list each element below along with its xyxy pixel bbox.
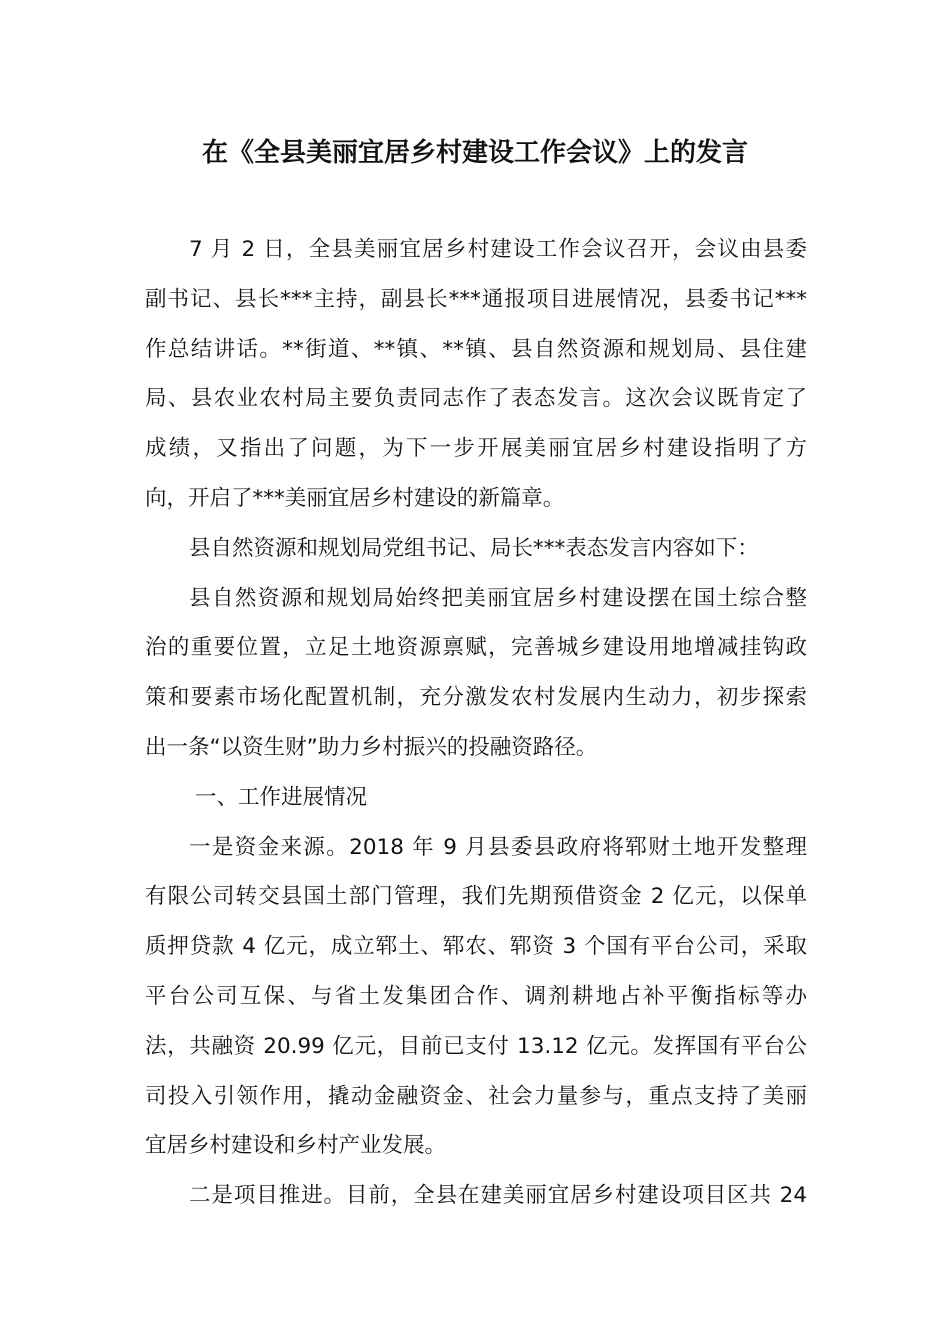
- text-line: 一是资金来源。2018 年 9 月县委县政府将郓财土地开发整理: [189, 834, 807, 860]
- text-line: 成绩，又指出了问题，为下一步开展美丽宜居乡村建设指明了方: [145, 436, 807, 462]
- text-line: 局、县农业农村局主要负责同志作了表态发言。这次会议既肯定了: [145, 386, 807, 412]
- document-body: [145, 225, 807, 1221]
- text-line: 有限公司转交县国土部门管理，我们先期预借资金 2 亿元，以保单: [145, 884, 807, 910]
- text-line: 策和要素市场化配置机制，充分激发农村发展内生动力，初步探索: [145, 685, 807, 711]
- text-line: 副书记、县长***主持，副县长***通报项目进展情况，县委书记***: [145, 286, 807, 312]
- document-title: 在《全县美丽宜居乡村建设工作会议》上的发言: [201, 138, 748, 168]
- text-line: 县自然资源和规划局始终把美丽宜居乡村建设摆在国土综合整: [189, 585, 807, 611]
- text-line: 7 月 2 日，全县美丽宜居乡村建设工作会议召开，会议由县委: [189, 237, 807, 262]
- text-line: 治的重要位置，立足土地资源禀赋，完善城乡建设用地增减挂钩政: [145, 635, 807, 661]
- text-line: 司投入引领作用，撬动金融资金、社会力量参与，重点支持了美丽: [145, 1083, 807, 1109]
- text-line: 平台公司互保、与省土发集团合作、调剂耕地占补平衡指标等办: [145, 983, 807, 1009]
- text-line: 县自然资源和规划局党组书记、局长***表态发言内容如下：: [189, 535, 759, 561]
- text-line: 出一条“以资生财”助力乡村振兴的投融资路径。: [145, 734, 598, 760]
- text-line: 法，共融资 20.99 亿元，目前已支付 13.12 亿元。发挥国有平台公: [145, 1033, 807, 1059]
- text-line: 宜居乡村建设和乡村产业发展。: [145, 1133, 447, 1159]
- text-line: 一、工作进展情况: [195, 784, 368, 810]
- text-line: 作总结讲话。**街道、**镇、**镇、县自然资源和规划局、县住建: [145, 336, 807, 362]
- text-line: 向，开启了***美丽宜居乡村建设的新篇章。: [145, 485, 565, 511]
- text-line: 质押贷款 4 亿元，成立郓土、郓农、郓资 3 个国有平台公司，采取: [145, 934, 807, 960]
- text-line: 二是项目推进。目前，全县在建美丽宜居乡村建设项目区共 24: [189, 1183, 807, 1209]
